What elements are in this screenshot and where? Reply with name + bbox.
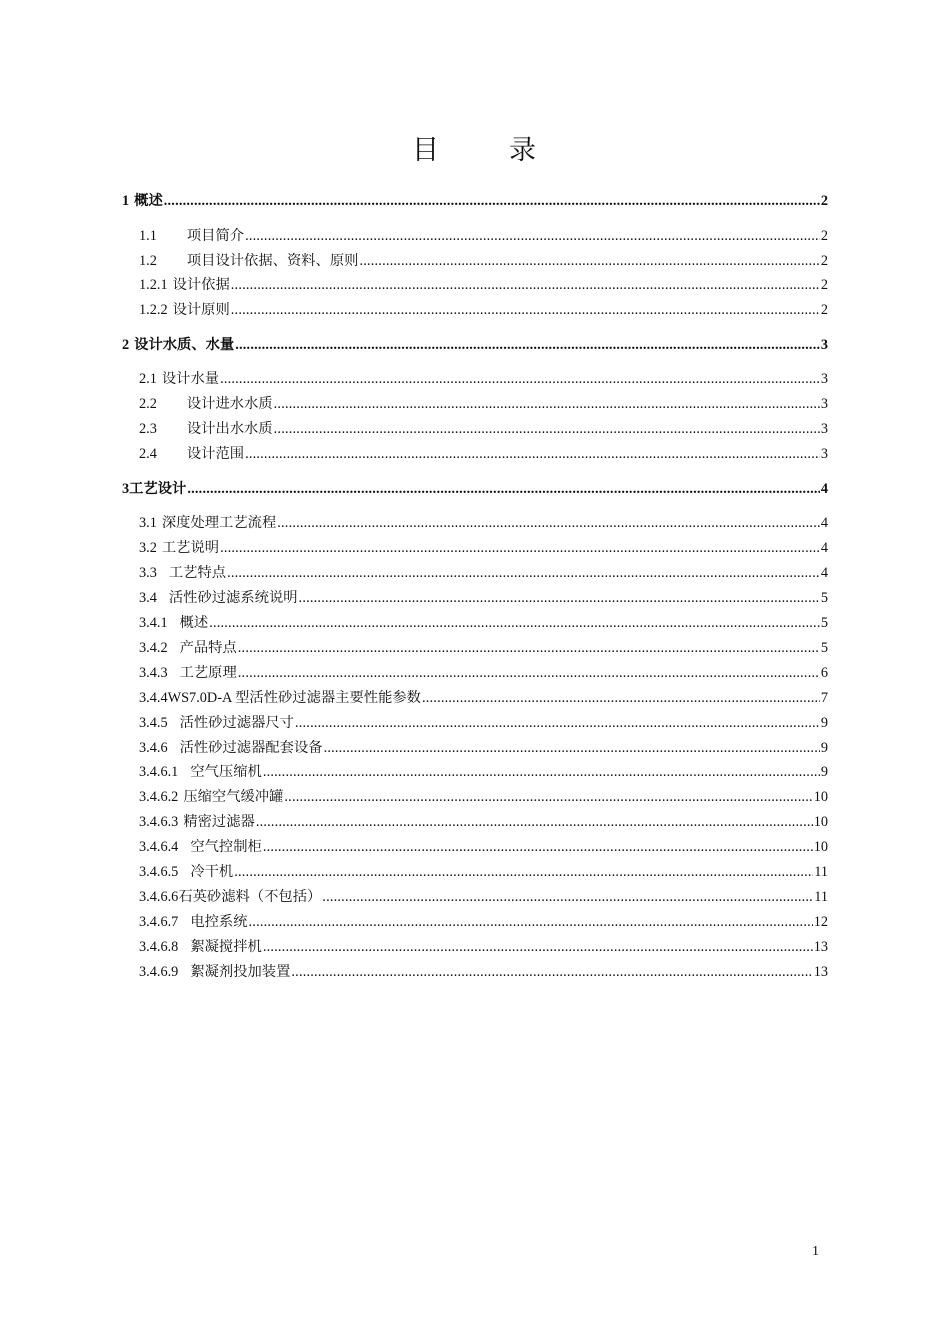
toc-entry-label: 工艺原理: [179, 665, 237, 681]
toc-entry-number: 3.4.4: [139, 690, 168, 706]
toc-entry-dot-leader: [284, 788, 812, 806]
toc-entry-dot-leader: [231, 301, 820, 319]
toc-entry-page: 7: [820, 690, 828, 706]
toc-entry[interactable]: [122, 712, 828, 732]
page-title-right: 录: [509, 135, 538, 165]
toc-entry[interactable]: [122, 418, 828, 438]
toc-entry-label: 精密过滤器: [183, 814, 255, 830]
toc-entry[interactable]: [122, 443, 828, 463]
toc-entry-number: 3.4.6.8: [139, 939, 179, 955]
toc-entry-label: 项目设计依据、资料、原则: [186, 253, 359, 269]
toc-entry-label: 设计依据: [172, 277, 230, 293]
toc-entry[interactable]: [122, 961, 828, 981]
toc-entry-page: 9: [820, 764, 828, 780]
toc-entry-number: 3.4.6.9: [139, 964, 179, 980]
toc-entry-number: 2: [122, 337, 130, 353]
toc-entry-label: 活性砂过滤系统说明: [168, 590, 298, 606]
toc-entry-number: 1.1: [139, 228, 157, 244]
toc-entry-dot-leader: [277, 514, 820, 532]
toc-entry-page: 2: [820, 228, 828, 244]
toc-entry-page: 6: [820, 665, 828, 681]
toc-entry-dot-leader: [231, 276, 820, 294]
toc-entry-page: 4: [820, 515, 828, 531]
toc-entry-dot-leader: [263, 763, 820, 781]
toc-entry-number: 3.4.6.6: [139, 889, 179, 905]
toc-entry-number: 3.2: [139, 540, 157, 556]
toc-entry-number: 1.2.2: [139, 302, 168, 318]
toc-entry-label: 工艺说明: [161, 540, 220, 556]
toc-entry-page: 2: [820, 253, 828, 269]
toc-entry[interactable]: [122, 250, 828, 270]
page-title: [0, 128, 950, 167]
toc-entry-label: WS7.0D-A 型活性砂过滤器主要性能参数: [167, 690, 421, 706]
toc-entry-label: 设计水质、水量: [134, 337, 235, 353]
toc-entry-page: 3: [820, 371, 828, 387]
toc-entry[interactable]: [122, 587, 828, 607]
toc-entry-page: 13: [813, 939, 828, 955]
toc-entry-page: 2: [820, 302, 828, 318]
toc-entry[interactable]: [122, 478, 828, 498]
toc-entry-dot-leader: [245, 227, 820, 245]
toc-entry-dot-leader: [256, 813, 813, 831]
toc-entry-number: 3.4: [139, 590, 157, 606]
toc-entry-page: 2: [820, 193, 828, 209]
toc-entry-dot-leader: [263, 938, 813, 956]
toc-entry-number: 3.4.5: [139, 715, 168, 731]
toc-entry-page: 3: [820, 337, 828, 353]
toc-entry-label: 概述: [179, 615, 209, 631]
toc-entry-number: 3.4.6.4: [139, 839, 179, 855]
toc-entry-page: 4: [820, 540, 828, 556]
toc-entry[interactable]: [122, 662, 828, 682]
toc-entry[interactable]: [122, 393, 828, 413]
toc-entry-number: 3: [122, 481, 130, 497]
toc-entry-dot-leader: [209, 614, 820, 632]
toc-entry-label: 絮凝搅拌机: [190, 939, 262, 955]
toc-entry-number: 3.4.3: [139, 665, 168, 681]
toc-entry-number: 2.4: [139, 446, 157, 462]
toc-entry-dot-leader: [274, 420, 820, 438]
toc-entry-dot-leader: [422, 689, 820, 707]
toc-entry-label: 工艺设计: [129, 481, 187, 497]
toc-entry-label: 空气控制柜: [190, 839, 262, 855]
toc-entry[interactable]: [122, 737, 828, 757]
toc-entry[interactable]: [122, 637, 828, 657]
toc-entry-number: 2.1: [139, 371, 157, 387]
toc-entry[interactable]: [122, 299, 828, 319]
toc-entry-number: 1.2: [139, 253, 157, 269]
toc-entry[interactable]: [122, 936, 828, 956]
toc-entry-dot-leader: [164, 192, 820, 210]
toc-entry-number: 3.4.6.2: [139, 789, 179, 805]
toc-entry[interactable]: [122, 368, 828, 388]
toc-entry-page: 5: [820, 590, 828, 606]
toc-entry-number: 3.1: [139, 515, 157, 531]
toc-entry-number: 3.4.6.5: [139, 864, 179, 880]
toc-entry-dot-leader: [299, 589, 820, 607]
toc-entry-dot-leader: [245, 445, 820, 463]
toc-entry-dot-leader: [187, 480, 820, 498]
toc-entry-dot-leader: [238, 664, 820, 682]
toc-entry-dot-leader: [291, 963, 812, 981]
toc-entry-page: 4: [820, 481, 828, 497]
toc-entry-label: 设计原则: [172, 302, 230, 318]
toc-entry-label: 设计范围: [186, 446, 245, 462]
toc-entry-label: 深度处理工艺流程: [161, 515, 277, 531]
toc-entry-dot-leader: [263, 838, 813, 856]
toc-entry-dot-leader: [235, 336, 820, 354]
toc-entry[interactable]: [122, 612, 828, 632]
toc-entry-dot-leader: [234, 863, 813, 881]
toc-entry-label: 石英砂滤料（不包括）: [178, 889, 322, 905]
toc-entry-label: 设计出水水质: [186, 421, 273, 437]
toc-entry-dot-leader: [227, 564, 820, 582]
toc-entry[interactable]: [122, 911, 828, 931]
toc-entry-dot-leader: [238, 639, 820, 657]
toc-entry-label: 项目简介: [186, 228, 245, 244]
toc-entry-number: 2.3: [139, 421, 157, 437]
toc-entry-label: 压缩空气缓冲罐: [183, 789, 284, 805]
toc-entry-page: 10: [813, 789, 828, 805]
toc-entry[interactable]: [122, 274, 828, 294]
toc-entry[interactable]: [122, 537, 828, 557]
toc-entry[interactable]: [122, 886, 828, 906]
toc-entry-page: 3: [820, 396, 828, 412]
toc-entry[interactable]: [122, 687, 828, 707]
toc-entry-number: 1: [122, 193, 130, 209]
toc-entry[interactable]: [122, 811, 828, 831]
toc-entry[interactable]: [122, 512, 828, 532]
toc-entry-label: 活性砂过滤器尺寸: [179, 715, 294, 731]
toc-entry[interactable]: [122, 225, 828, 245]
toc-entry-page: 9: [820, 715, 828, 731]
toc-entry-dot-leader: [295, 714, 820, 732]
toc-entry-number: 3.4.6.3: [139, 814, 179, 830]
toc-entry-dot-leader: [322, 888, 813, 906]
toc-entry-page: 12: [813, 914, 828, 930]
toc-entry-label: 电控系统: [190, 914, 248, 930]
toc-entry-number: 3.3: [139, 565, 157, 581]
toc-entry-number: 3.4.2: [139, 640, 168, 656]
toc-entry-label: 设计进水水质: [186, 396, 273, 412]
toc-entry-page: 5: [820, 615, 828, 631]
toc-entry-label: 冷干机: [190, 864, 234, 880]
toc-entry-dot-leader: [274, 395, 820, 413]
toc-entry-label: 概述: [134, 193, 163, 209]
toc-entry[interactable]: [122, 861, 828, 881]
toc-entry[interactable]: [122, 761, 828, 781]
toc-entry-dot-leader: [220, 370, 820, 388]
toc-entry-label: 工艺特点: [168, 565, 227, 581]
toc-entry-label: 设计水量: [161, 371, 220, 387]
toc-entry-dot-leader: [249, 913, 813, 931]
toc-entry-number: 1.2.1: [139, 277, 168, 293]
toc-entry-page: 10: [813, 814, 828, 830]
toc-entry-label: 絮凝剂投加装置: [190, 964, 291, 980]
toc-entry-dot-leader: [220, 539, 820, 557]
toc-entry-label: 活性砂过滤器配套设备: [179, 740, 323, 756]
toc-entry-label: 产品特点: [179, 640, 237, 656]
toc-entry-page: 5: [820, 640, 828, 656]
toc-entry-page: 10: [813, 839, 828, 855]
toc-entry-number: 3.4.6: [139, 740, 168, 756]
toc-entry-number: 3.4.6.1: [139, 764, 179, 780]
toc-entry-page: 11: [814, 889, 828, 905]
toc-entry[interactable]: [122, 190, 828, 210]
toc-entry-dot-leader: [324, 739, 820, 757]
toc-entry-number: 2.2: [139, 396, 157, 412]
toc-entry-label: 空气压缩机: [190, 764, 262, 780]
toc-entry[interactable]: [122, 334, 828, 354]
page-title-left: 目: [412, 135, 441, 165]
page-number: 1: [812, 1244, 819, 1259]
toc-entry-number: 3.4.1: [139, 615, 168, 631]
toc-entry-page: 2: [820, 277, 828, 293]
toc-entry[interactable]: [122, 836, 828, 856]
toc-entry-page: 3: [820, 446, 828, 462]
toc-entry[interactable]: [122, 786, 828, 806]
toc-entry-page: 11: [814, 864, 828, 880]
toc-entry-number: 3.4.6.7: [139, 914, 179, 930]
toc-entry-dot-leader: [359, 252, 819, 270]
toc-entry-page: 3: [820, 421, 828, 437]
toc-entry[interactable]: [122, 562, 828, 582]
toc-entry-page: 9: [820, 740, 828, 756]
toc-entry-page: 4: [820, 565, 828, 581]
toc-entry-page: 13: [813, 964, 828, 980]
